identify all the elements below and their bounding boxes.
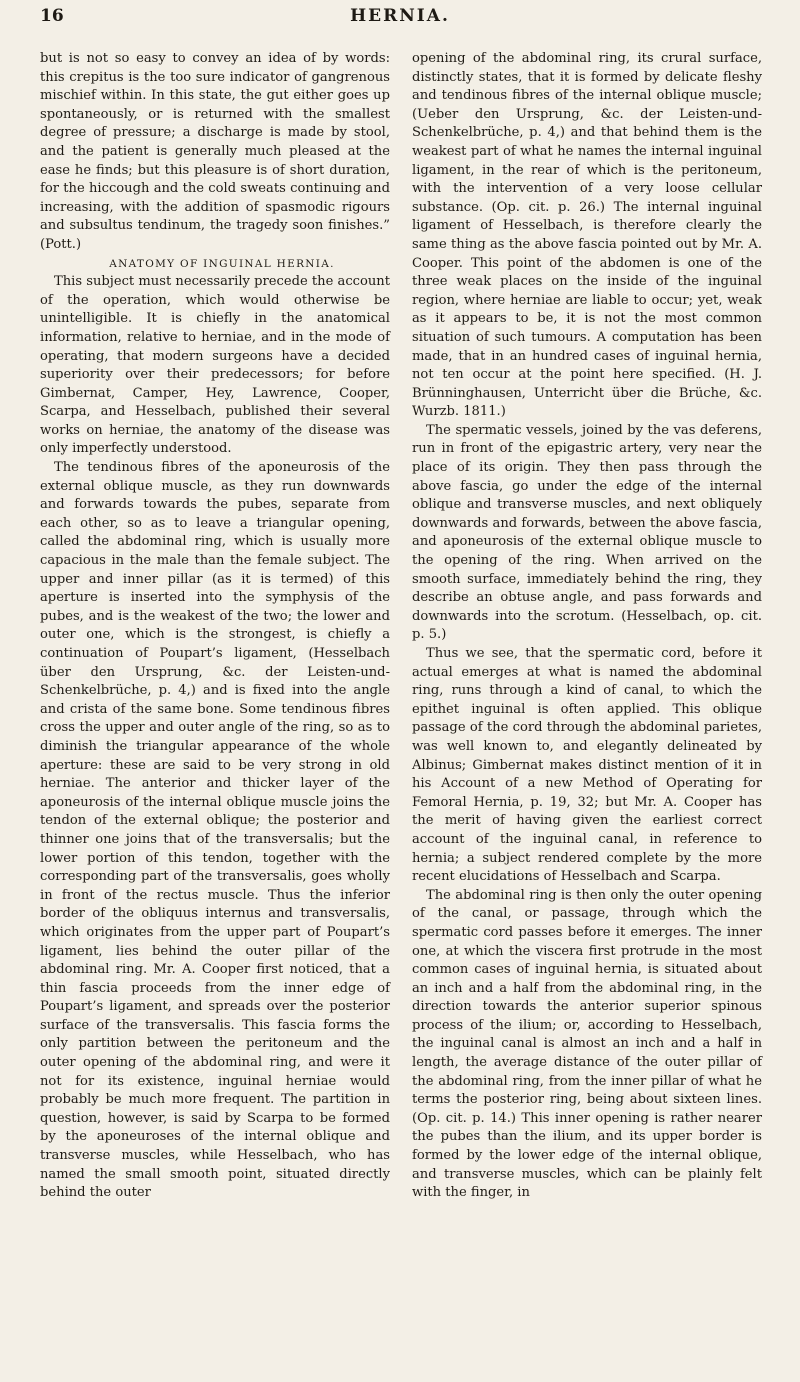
paragraph: This subject must necessarily precede the account of the operation, which would otherwise be unintelligible. It is chiefly in the anatomical information, relative to herniae, and in the mode of operating, that modern surgeons have a decided superiority over their predecessors; for before Gimbernat, Camper, Hey, Lawrence, Cooper, Scarpa, and Hesselbach, published their several works on herniae, the anatomy of the disease was only imperfectly understood. xyxy=(40,274,390,457)
paragraph: The abdominal ring is then only the outer opening of the canal, or passage, through which the spermatic cord passes before it emerges. The inner one, at which the viscera first protrude in the most common cases of inguinal hernia, is situated about an inch and a half from the abdominal ring, in the direction towards the anterior superior spinous process of the ilium; or, according to Hesselbach, the inguinal canal is almost an inch and a half in length, the average distance of the outer pillar of the abdominal ring, from the inner pillar of what he terms the posterior ring, being about sixteen lines. (Op. cit. p. 14.) This inner opening is rather nearer the pubes than the ilium, and its upper border is formed by the lower edge of the internal oblique, and transverse muscles, which can be plainly felt with the finger, in xyxy=(412,887,762,1201)
right-column xyxy=(412,50,762,1203)
left-column xyxy=(40,50,390,1203)
paragraph: but is not so easy to convey an idea of by words: this crepitus is the too sure indicator of gangrenous mischief within. In this state, the gut either goes up spontaneously, or is returned with the smallest degree of pressure; a discharge is made by stool, and the patient is generally much pleased at the ease he finds; but this pleasure is of short duration, for the hiccough and the cold sweats continuing and increasing, with the addition of spasmodic rigours and subsultus tendinum, the tragedy soon finishes.” (Pott.) xyxy=(40,51,390,252)
page-number: 16 xyxy=(40,6,64,26)
paragraph: The spermatic vessels, joined by the vas deferens, run in front of the epigastric artery, very near the place of its origin. They then pass through the above fascia, go under the edge of the internal oblique and transverse muscles, and next obliquely downwards and forwards, between the above fascia, and aponeurosis of the external oblique muscle to the opening of the ring. When arrived on the smooth surface, immediately behind the ring, they describe an obtuse angle, and pass forwards and downwards into the scrotum. (Hesselbach, op. cit. p. 5.) xyxy=(412,422,762,643)
paragraph: The tendinous fibres of the aponeurosis of the external oblique muscle, as they run downwards and forwards towards the pubes, separate from each other, so as to leave a triangular opening, called the abdominal ring, which is usually more capacious in the male than the female subject. The upper and inner pillar (as it is termed) of this aperture is inserted into the symphysis of the pubes, and is the weakest of the two; the lower and outer one, which is the strongest, is chiefly a continuation of Poupart’s ligament, (Hesselbach über den Ursprung, &c. der Leisten-und-Schenkelbrüche, p. 4,) and is fixed into the angle and crista of the same bone. Some tendinous fibres cross the upper and outer angle of the ring, so as to diminish the triangular appearance of the whole aperture: these are said to be very strong in old herniae. The anterior and thicker layer of the aponeurosis of the internal oblique muscle joins the tendon of the external oblique; the posterior and thinner one joins that of the transversalis; but the lower portion of this tendon, together with the corresponding part of the transversalis, goes wholly in front of the rectus muscle. Thus the inferior border of the obliquus internus and transversalis, which originates from the upper part of Poupart’s ligament, lies behind the outer pillar of the abdominal ring. Mr. A. Cooper first noticed, that a thin fascia proceeds from the inner edge of Poupart’s ligament, and spreads over the posterior surface of the transversalis. This fascia forms the only partition between the peritoneum and the outer opening of the abdominal ring, and were it not for its existence, inguinal herniae would probably be much more frequent. The partition in question, however, is said by Scarpa to be formed by the aponeuroses of the internal oblique and transverse muscles, while Hesselbach, who has named the small smooth point, situated directly behind the outer xyxy=(40,460,390,1201)
paragraph: opening of the abdominal ring, its crural surface, distinctly states, that it is formed by delicate fleshy and tendinous fibres of the internal oblique muscle; (Ueber den Ursprung, &c. der Leisten-und-Schenkelbrüche, p. 4,) and that behind them is the weakest part of what he names the internal inguinal ligament, in the rear of which is the peritoneum, with the intervention of a very loose cellular substance. (Op. cit. p. 26.) The internal inguinal ligament of Hesselbach, is therefore clearly the same thing as the above fascia pointed out by Mr. A. Cooper. This point of the abdomen is one of the three weak places on the inside of the inguinal region, where herniae are liable to occur; yet, weak as it appears to be, it is not the most common situation of such tumours. A computation has been made, that in an hundred cases of inguinal hernia, not ten occur at the point here specified. (H. J. Brünninghausen, Unterricht über die Brüche, &c. Wurzb. 1811.) xyxy=(412,51,762,420)
section-heading: ANATOMY OF INGUINAL HERNIA. xyxy=(109,257,335,270)
running-head: HERNIA. xyxy=(350,6,450,26)
paragraph: Thus we see, that the spermatic cord, before it actual emerges at what is named the abdominal ring, runs through a kind of canal, to which the epithet inguinal is often applied. This oblique passage of the cord through the abdominal parietes, was well known to, and elegantly delineated by Albinus; Gimbernat makes distinct mention of it in his Account of a new Method of Operating for Femoral Hernia, p. 19, 32; but Mr. A. Cooper has the merit of having given the earliest correct account of the inguinal canal, in reference to hernia; a subject rendered complete by the more recent elucidations of Hesselbach and Scarpa. xyxy=(412,646,762,885)
